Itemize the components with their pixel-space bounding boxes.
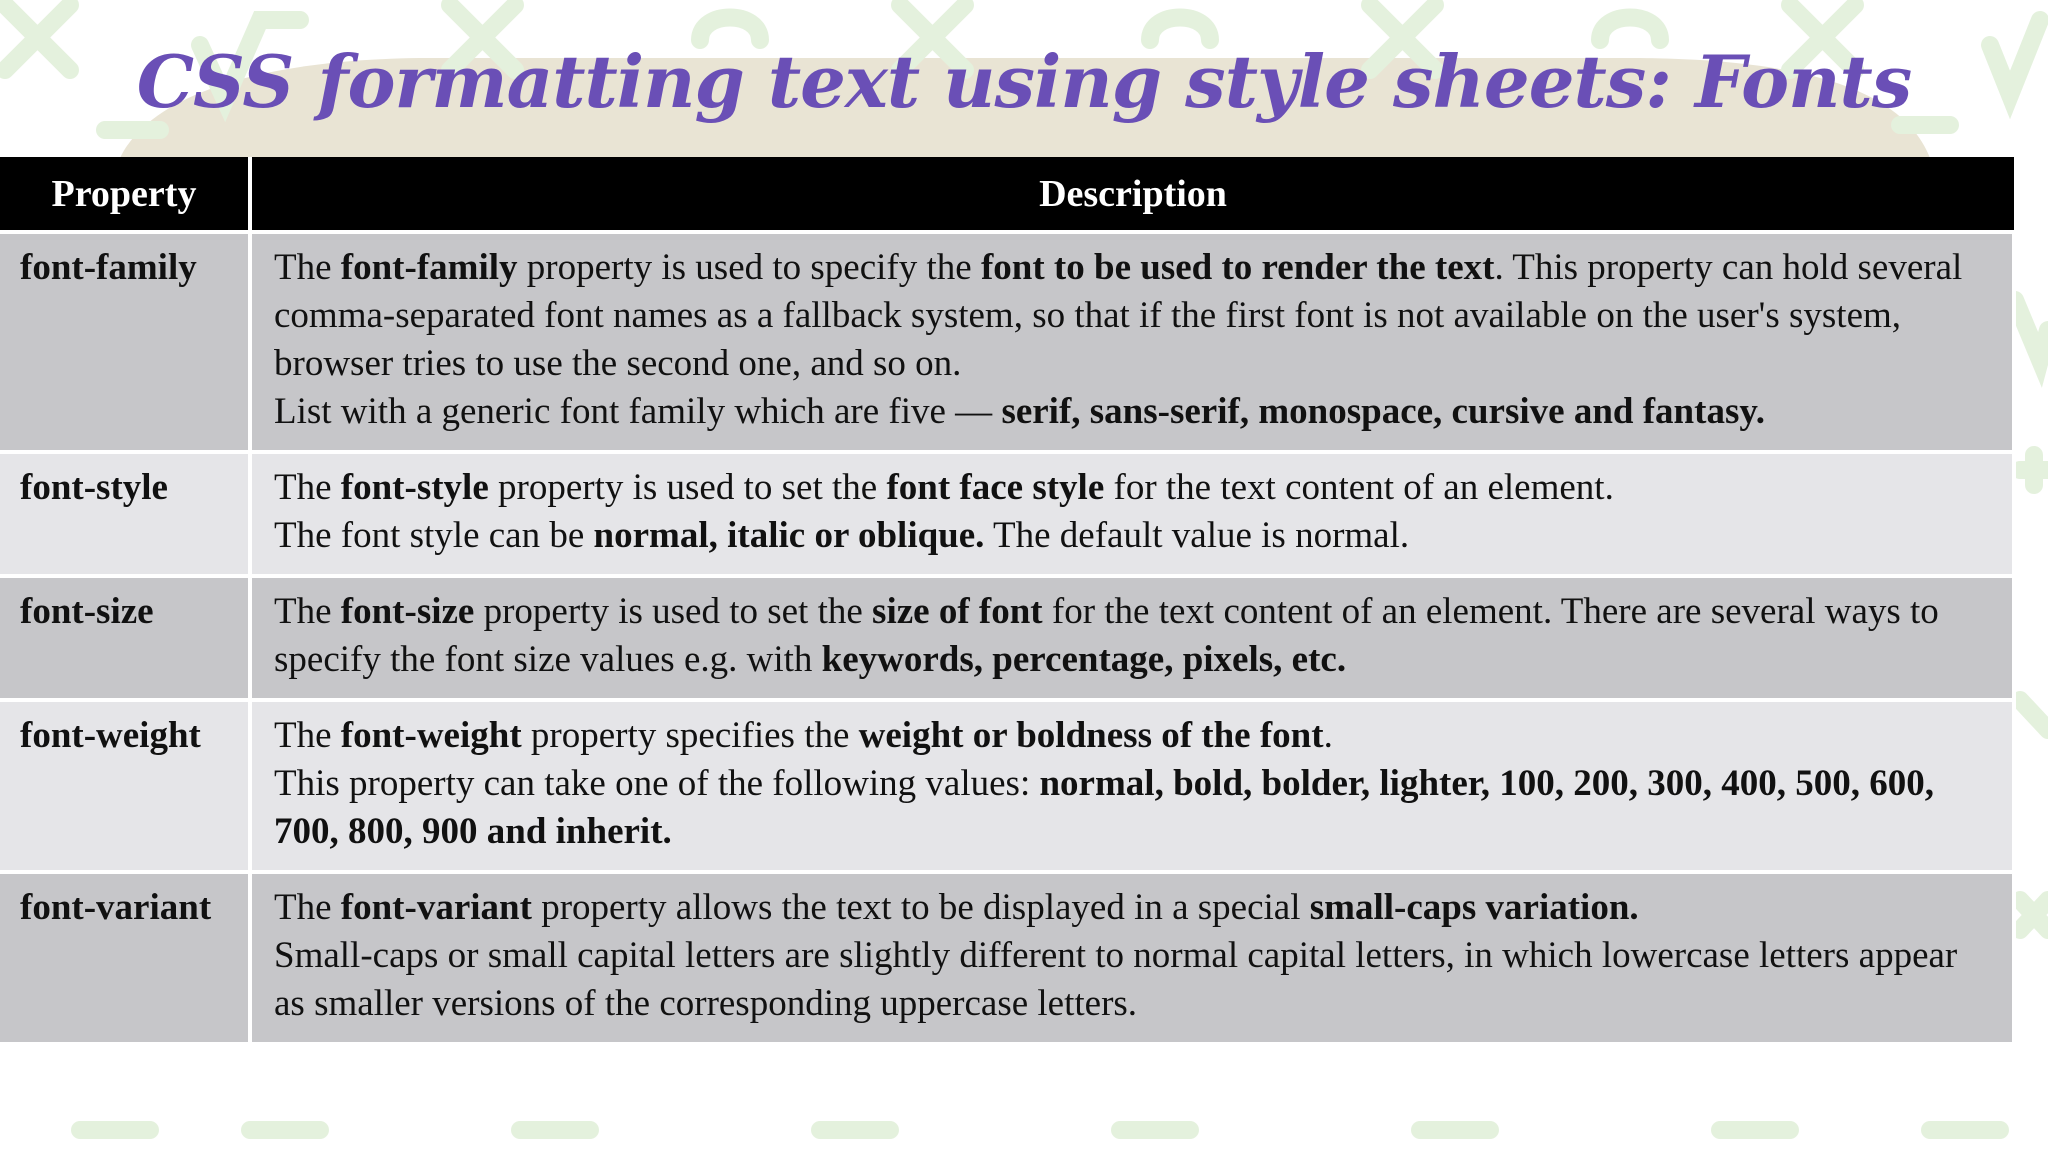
table-row bbox=[0, 872, 2014, 1042]
column-header-property: Property bbox=[0, 157, 250, 232]
text: property allows the text to be displayed in a special bbox=[531, 887, 1310, 928]
property-description-cell bbox=[250, 576, 2014, 700]
property-name-cell: font-variant bbox=[0, 872, 250, 1042]
bold-text: small-caps variation. bbox=[1309, 887, 1639, 928]
description-line bbox=[274, 588, 1992, 684]
bold-text: normal, bold, bolder, lighter, 100, 200, 300, 400, 500, 600, 700, 800, 900 and inherit. bbox=[274, 763, 1935, 852]
page-title: CSS formatting text using style sheets: Fonts bbox=[136, 39, 1912, 124]
description-line bbox=[274, 244, 1992, 388]
property-description-cell bbox=[250, 232, 2014, 452]
table-header-row bbox=[0, 157, 2014, 232]
text: The bbox=[274, 247, 341, 288]
bold-text: font-style bbox=[340, 467, 489, 508]
text: The font style can be bbox=[274, 515, 594, 556]
bold-text: serif, sans-serif, monospace, cursive and fantasy. bbox=[1001, 391, 1766, 432]
bold-text: font-family bbox=[340, 247, 518, 288]
bold-text: font face style bbox=[886, 467, 1105, 508]
text: The bbox=[274, 715, 341, 756]
text: This property can take one of the following values: bbox=[274, 763, 1040, 804]
font-properties-table bbox=[0, 157, 2014, 1042]
bold-text: normal, italic or oblique. bbox=[593, 515, 985, 556]
column-header-description: Description bbox=[250, 157, 2014, 232]
property-description-cell bbox=[250, 452, 2014, 576]
text: The default value is normal. bbox=[984, 515, 1410, 556]
description-line bbox=[274, 712, 1992, 760]
property-description-cell bbox=[250, 872, 2014, 1042]
text: . bbox=[1323, 715, 1333, 756]
text: for the text content of an element. There are several ways to specify the font size values e.g. with bbox=[274, 591, 1939, 680]
description-line bbox=[274, 884, 1992, 932]
table-row bbox=[0, 232, 2014, 452]
description-line bbox=[274, 512, 1992, 560]
bold-text: font to be used to render the text bbox=[980, 247, 1495, 288]
property-name-cell: font-family bbox=[0, 232, 250, 452]
bold-text: font-variant bbox=[340, 887, 532, 928]
text: for the text content of an element. bbox=[1104, 467, 1614, 508]
properties-table bbox=[0, 157, 2016, 1042]
bold-text: size of font bbox=[872, 591, 1043, 632]
table-body bbox=[0, 232, 2014, 1042]
text: property specifies the bbox=[521, 715, 859, 756]
text: property is used to set the bbox=[488, 467, 887, 508]
text: property is used to set the bbox=[474, 591, 873, 632]
text: The bbox=[274, 467, 341, 508]
text: List with a generic font family which are five — bbox=[274, 391, 1002, 432]
property-description-cell bbox=[250, 700, 2014, 872]
description-line bbox=[274, 760, 1992, 856]
text: property is used to specify the bbox=[517, 247, 981, 288]
text: The bbox=[274, 591, 341, 632]
bold-text: font-weight bbox=[340, 715, 522, 756]
bold-text: font-size bbox=[340, 591, 475, 632]
text: The bbox=[274, 887, 341, 928]
text: Small-caps or small capital letters are slightly different to normal capital letters, in which lowercase letters appear as smaller versions of the corresponding uppercase letters. bbox=[274, 935, 1958, 1024]
property-name-cell: font-size bbox=[0, 576, 250, 700]
description-line bbox=[274, 464, 1992, 512]
table-row bbox=[0, 452, 2014, 576]
table-row bbox=[0, 576, 2014, 700]
description-line bbox=[274, 932, 1992, 1028]
description-line bbox=[274, 388, 1992, 436]
bold-text: weight or boldness of the font bbox=[858, 715, 1324, 756]
property-name-cell: font-weight bbox=[0, 700, 250, 872]
table-row bbox=[0, 700, 2014, 872]
property-name-cell: font-style bbox=[0, 452, 250, 576]
bold-text: keywords, percentage, pixels, etc. bbox=[821, 639, 1347, 680]
text: . This property can hold several comma-separated font names as a fallback system, so that if the first font is not available on the user's system, browser tries to use the second one, and so on. bbox=[274, 247, 1963, 384]
